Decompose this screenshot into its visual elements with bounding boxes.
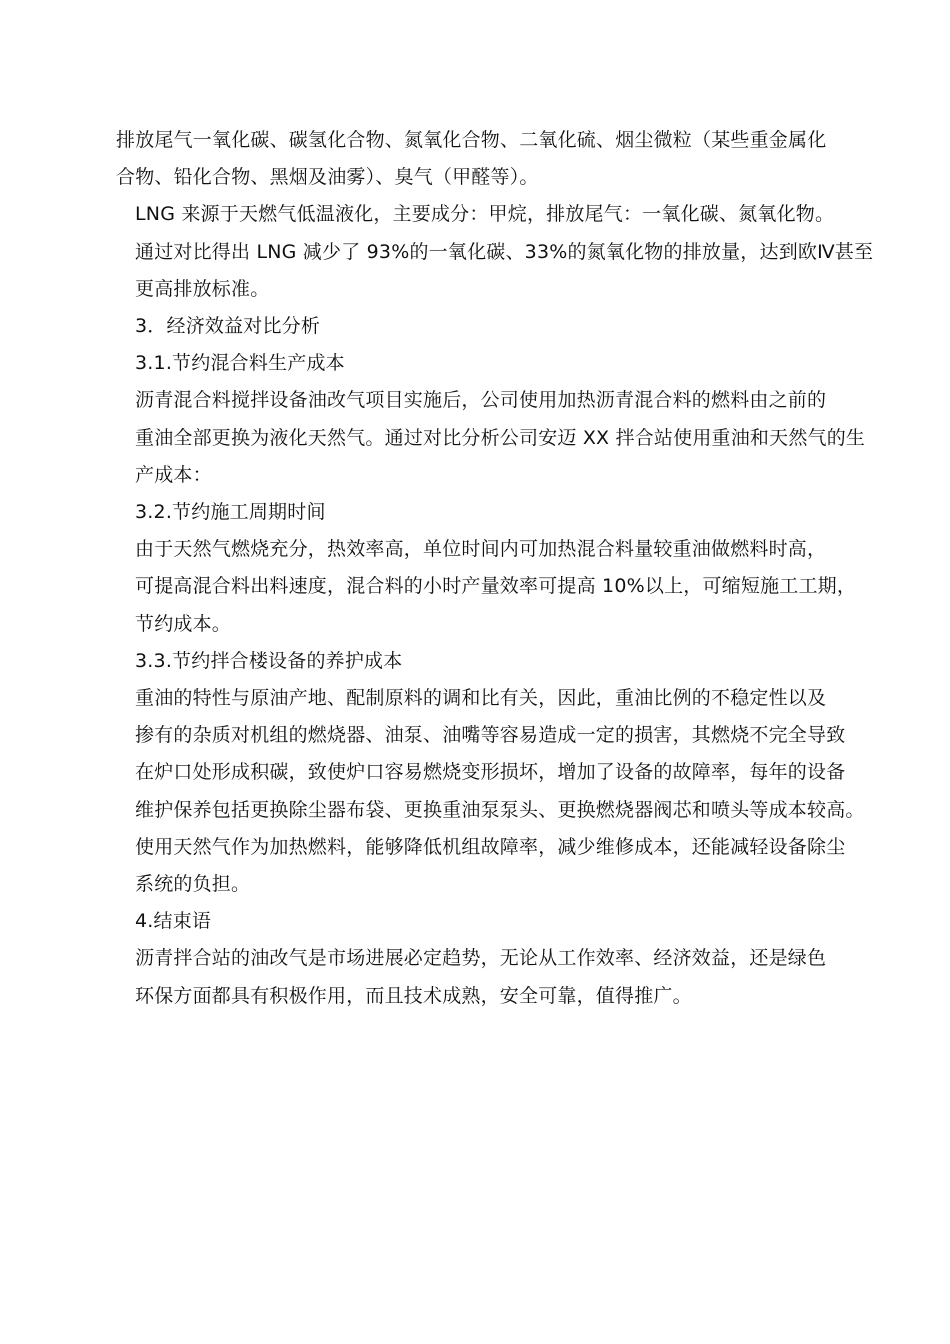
- heading-text: 3.1.节约混合料生产成本: [135, 352, 345, 375]
- text-line: 使用天然气作为加热燃料，能够降低机组故障率，减少维修成本，还能减轻设备除尘: [135, 835, 846, 858]
- section-heading-3-2: [116, 494, 836, 531]
- text-line: 维护保养包括更换除尘器布袋、更换重油泵泵头、更换燃烧器阀芯和喷头等成本较高。: [135, 798, 865, 821]
- text-line: 由于天然气燃烧充分，热效率高，单位时间内可加热混合料量较重油做燃料时高，: [135, 538, 827, 561]
- paragraph-maintenance-cost: [116, 680, 865, 903]
- paragraph-fuel-switch: [116, 382, 866, 494]
- heading-text: 3．经济效益对比分析: [135, 315, 321, 338]
- text-line: 在炉口处形成积碳，致使炉口容易燃烧变形损坏，增加了设备的故障率，每年的设备: [135, 761, 846, 784]
- text-line: 产成本：: [135, 463, 212, 486]
- text-line: 系统的负担。: [135, 873, 251, 896]
- section-heading-3-3: [116, 643, 836, 680]
- paragraph-construction-time: [116, 531, 857, 643]
- text-line: 可提高混合料出料速度，混合料的小时产量效率可提高 10%以上，可缩短施工工期，: [135, 575, 857, 598]
- paragraph-conclusion: [116, 940, 836, 1014]
- heading-text: 3.2.节约施工周期时间: [135, 501, 326, 524]
- text-line: 更高排放标准。: [135, 277, 270, 300]
- text-line: 环保方面都具有积极作用，而且技术成熟，安全可靠，值得推广。: [135, 984, 692, 1007]
- text-line: 排放尾气一氧化碳、碳氢化合物、氮氧化合物、二氧化硫、烟尘微粒（某些重金属化: [116, 129, 827, 151]
- text-line: 掺有的杂质对机组的燃烧器、油泵、油嘴等容易造成一定的损害，其燃烧不完全导致: [135, 724, 846, 747]
- text-line: 重油全部更换为液化天然气。通过对比分析公司安迈 XX 拌合站使用重油和天然气的生: [135, 426, 866, 449]
- text-line: 重油的特性与原油产地、配制原料的调和比有关，因此，重油比例的不稳定性以及: [135, 687, 827, 710]
- section-heading-3: [116, 308, 836, 345]
- document-body: [116, 122, 874, 1015]
- heading-text: 4.结束语: [135, 910, 212, 933]
- section-heading-3-1: [116, 345, 836, 382]
- text-line: 节约成本。: [135, 612, 232, 635]
- text-line: 通过对比得出 LNG 减少了 93%的一氧化碳、33%的氮氧化物的排放量，达到欧Ⅳ甚至: [135, 240, 874, 263]
- text-line: LNG 来源于天燃气低温液化，主要成分：甲烷，排放尾气：一氧化碳、氮氧化物。: [135, 203, 835, 226]
- text-line: 沥青拌合站的油改气是市场进展必定趋势，无论从工作效率、经济效益，还是绿色: [135, 947, 827, 970]
- heading-text: 3.3.节约拌合楼设备的养护成本: [135, 649, 403, 672]
- paragraph-emission-comparison: [116, 234, 874, 308]
- section-heading-4: [116, 903, 836, 940]
- text-line: 沥青混合料搅拌设备油改气项目实施后，公司使用加热沥青混合料的燃料由之前的: [135, 389, 827, 412]
- text-line: 合物、铅化合物、黑烟及油雾）、臭气（甲醛等）。: [116, 166, 539, 189]
- paragraph-exhaust-components: [116, 122, 836, 196]
- paragraph-lng-source: [116, 196, 836, 233]
